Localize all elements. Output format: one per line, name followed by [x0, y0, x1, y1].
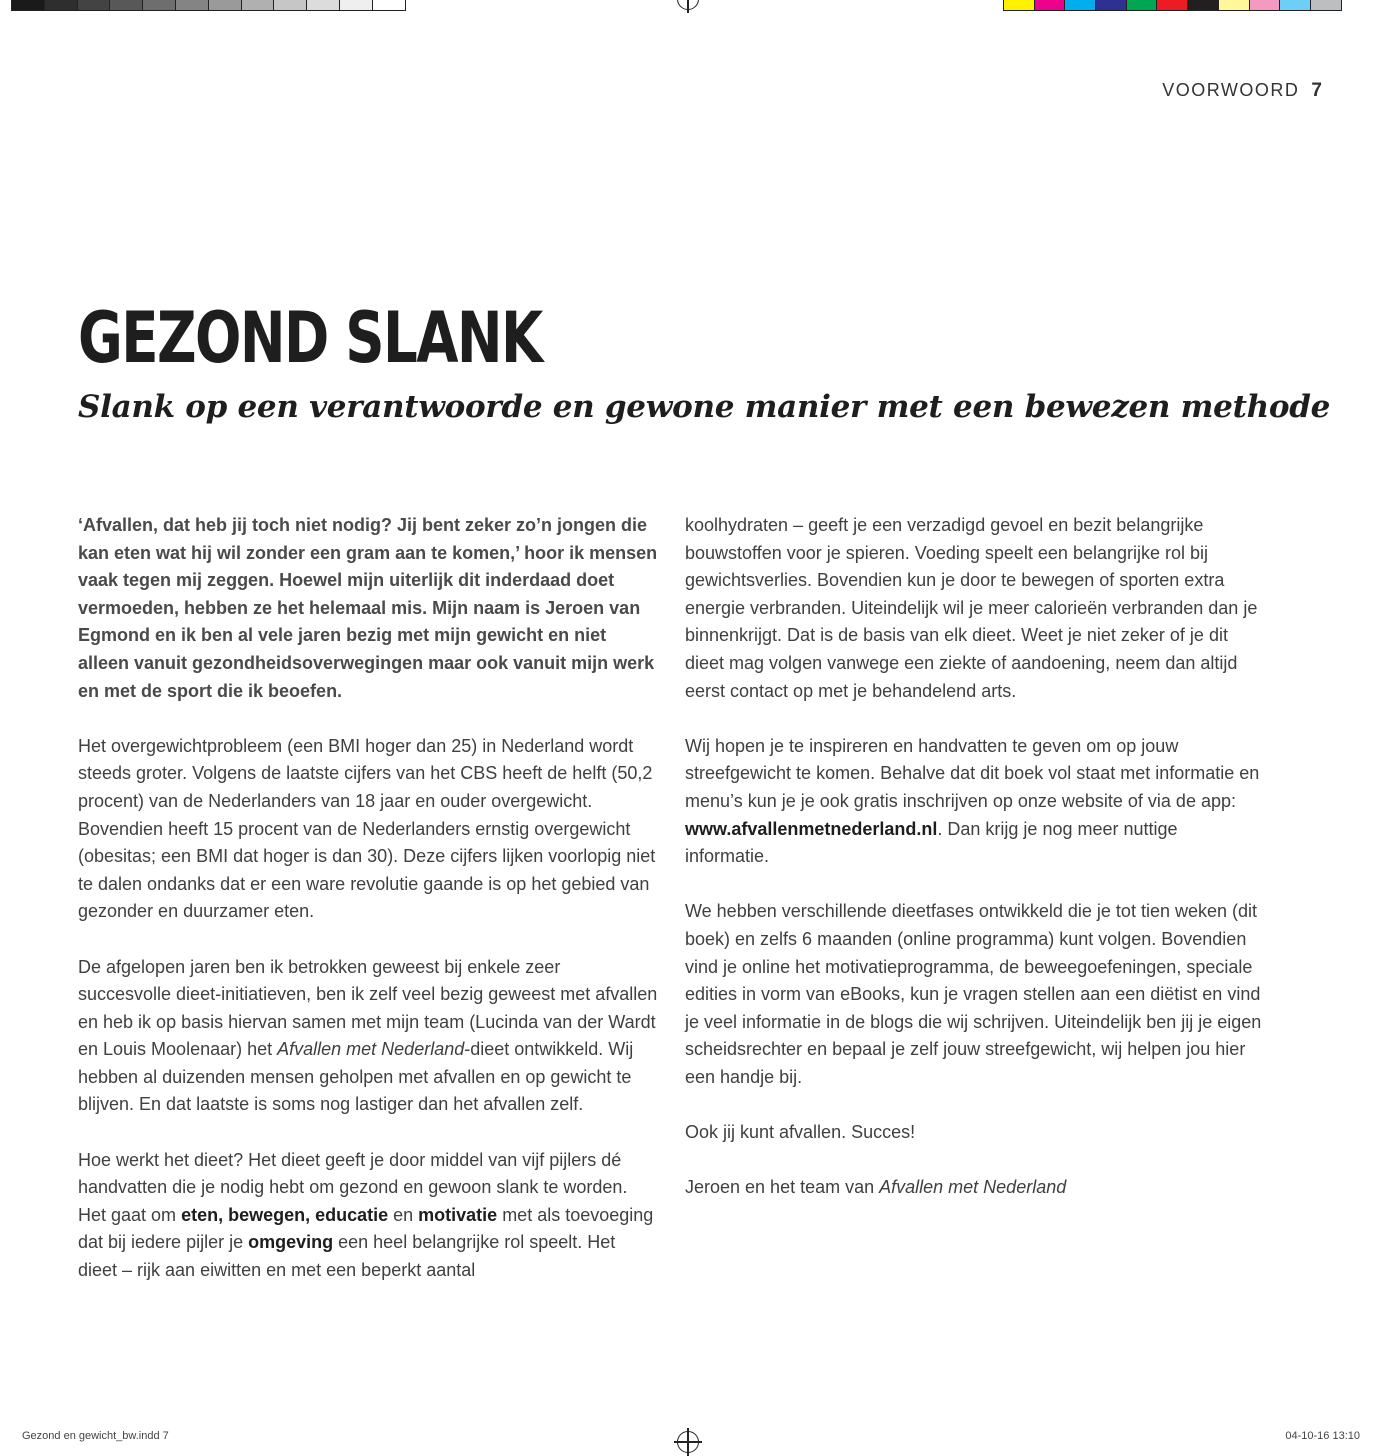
- registration-mark-icon: [677, 1431, 699, 1453]
- gray-swatch: [339, 0, 372, 10]
- color-swatch: [1187, 0, 1218, 10]
- text-run: met als toevoeging dat bij iedere pijler je: [78, 1204, 654, 1253]
- running-header: [1162, 80, 1322, 102]
- gray-swatch: [273, 0, 306, 10]
- page-title: GEZOND SLANK: [78, 297, 542, 379]
- color-swatch: [1034, 0, 1065, 10]
- text-run: Jeroen en het team van: [685, 1177, 880, 1198]
- gray-swatch: [142, 0, 175, 10]
- page-subtitle: Slank op een verantwoorde en gewone manier met een bewezen methode: [78, 389, 1331, 425]
- text-run: een heel belangrijke rol speelt. Het dieet – rijk aan eiwitten en met een beperkt aantal: [78, 1232, 616, 1281]
- pillars-highlight: eten, bewegen, educatie: [181, 1204, 389, 1225]
- registration-mark-icon: [677, 0, 699, 10]
- body-paragraph: Het overgewichtprobleem (een BMI hoger dan 25) in Nederland wordt steeds groter. Volgens de laatste cijfers van het CBS heeft de helft (50,2 procent) van de Nederlanders van 18 jaar en ouder overgewicht. Bovendien heeft 15 procent van de Nederlanders ernstig overgewicht (obesitas; een BMI dat hoger is dan 30). Deze cijfers lijken voorlopig niet te dalen ondanks dat er een ware revolutie gaande is op het gebied van gezonder en duurzamer eten.: [78, 735, 656, 922]
- gray-swatch: [12, 0, 44, 10]
- color-swatch: [1064, 0, 1095, 10]
- text-run: De afgelopen jaren ben ik betrokken geweest bij enkele zeer succesvolle dieet-initiatieven, ben ik zelf veel bezig geweest met afvallen en heb ik op basis hiervan samen met mijn team (Lucinda van der Wardt en Louis Moolenaar) het: [78, 956, 658, 1060]
- gray-swatch: [241, 0, 274, 10]
- color-swatch: [1156, 0, 1187, 10]
- slug-timestamp: 04-10-16 13:10: [1285, 1430, 1360, 1442]
- right-column: [685, 512, 1263, 1229]
- gray-swatch: [208, 0, 241, 10]
- brand-name: Afvallen met Nederland: [277, 1039, 465, 1060]
- text-run: . Dan krijg je nog meer nuttige informatie.: [685, 818, 1178, 867]
- signature: [685, 1174, 1263, 1202]
- gray-swatch: [44, 0, 77, 10]
- gray-swatch: [372, 0, 405, 10]
- color-swatch: [1218, 0, 1249, 10]
- pillar-highlight: motivatie: [418, 1204, 498, 1225]
- gray-swatch: [175, 0, 208, 10]
- color-swatch: [1279, 0, 1310, 10]
- website-url: www.afvallenmetnederland.nl: [685, 818, 938, 839]
- pillar-highlight: omgeving: [248, 1232, 334, 1253]
- text-run: Wij hopen je te inspireren en handvatten te geven om op jouw streefgewicht te komen. Behalve dat dit boek vol staat met informatie en menu’s kun je je ook gratis inschrijven op onze website of via de app:: [685, 735, 1260, 811]
- gray-swatch: [109, 0, 142, 10]
- process-color-bar: [1003, 0, 1342, 11]
- gray-swatch: [77, 0, 110, 10]
- slug-file-info: Gezond en gewicht_bw.indd 7: [22, 1430, 169, 1442]
- page-number: 7: [1311, 80, 1322, 101]
- body-paragraph: [685, 733, 1263, 871]
- text-run: en: [388, 1204, 419, 1225]
- text-run: Hoe werkt het dieet? Het dieet geeft je door middel van vijf pijlers dé handvatten die je nodig hebt om gezond en gewoon slank te worden. Het gaat om: [78, 1149, 628, 1225]
- closing-line: Ook jij kunt afvallen. Succes!: [685, 1122, 916, 1143]
- color-swatch: [1126, 0, 1157, 10]
- brand-name: Afvallen met Nederland: [879, 1177, 1067, 1198]
- text-run: -dieet ontwikkeld. Wij hebben al duizenden mensen geholpen met afvallen en op gewicht te blijven. En dat laatste is soms nog lastiger dan het afvallen zelf.: [78, 1039, 634, 1115]
- gray-swatch: [306, 0, 339, 10]
- section-name: VOORWOORD: [1162, 80, 1300, 100]
- color-swatch: [1004, 0, 1034, 10]
- gray-color-bar: [11, 0, 406, 11]
- intro-paragraph: ‘Afvallen, dat heb jij toch niet nodig? Jij bent zeker zo’n jongen die kan eten wat hij wil zonder een gram aan te komen,’ hoor ik mensen vaak tegen mij zeggen. Hoewel mijn uiterlijk dit inderdaad doet vermoeden, hebben ze het helemaal mis. Mijn naam is Jeroen van Egmond en ik ben al vele jaren bezig met mijn gewicht en niet alleen vanuit gezondheidsoverwegingen maar ook vanuit mijn werk en met de sport die ik beoefen.: [78, 515, 658, 701]
- color-swatch: [1095, 0, 1126, 10]
- color-swatch: [1249, 0, 1280, 10]
- body-paragraph: [78, 954, 658, 1120]
- left-column: [78, 512, 658, 1312]
- body-paragraph: [78, 1147, 658, 1285]
- color-swatch: [1310, 0, 1341, 10]
- body-paragraph: koolhydraten – geeft je een verzadigd gevoel en bezit belangrijke bouwstoffen voor je spieren. Voeding speelt een belangrijke rol bij gewichtsverlies. Bovendien kun je door te bewegen of sporten extra energie verbranden. Uiteindelijk wil je meer calorieën verbranden dan je binnenkrijgt. Dat is de basis van elk dieet. Weet je niet zeker of je dit dieet mag volgen vanwege een ziekte of aandoening, neem dan altijd eerst contact op met je behandelend arts.: [685, 515, 1258, 701]
- body-paragraph: We hebben verschillende dieetfases ontwikkeld die je tot tien weken (dit boek) en zelfs 6 maanden (online programma) kunt volgen. Bovendien vind je online het motivatieprogramma, de beweegoefeningen, speciale edities in vorm van eBooks, kun je vragen stellen aan een diëtist en vind je veel informatie in de blogs die wij schrijven. Uiteindelijk ben jij je eigen scheidsrechter en bepaal je zelf jouw streefgewicht, wij helpen jou hier een handje bij.: [685, 901, 1262, 1087]
